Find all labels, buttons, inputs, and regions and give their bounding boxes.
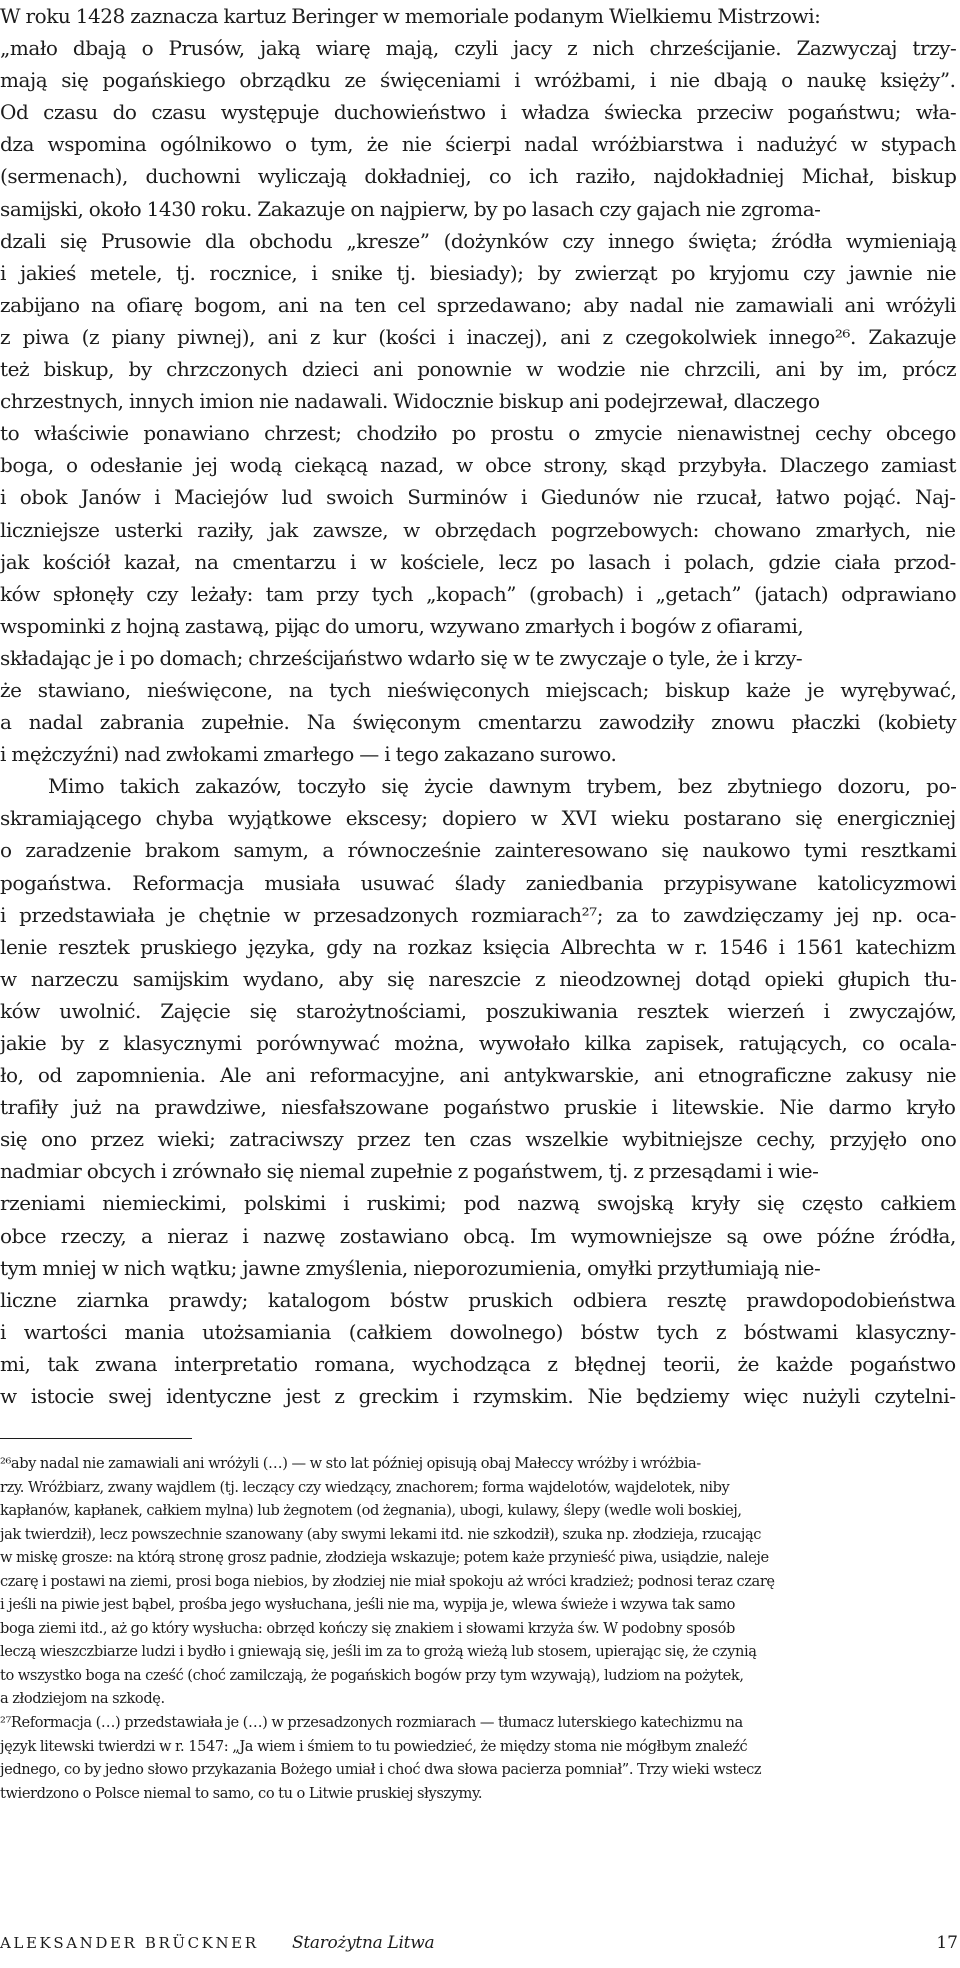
text-line: samĳski, około 1430 roku. Zakazuje on najpierw, by po lasach czy gajach nie zgroma- xyxy=(0,196,821,221)
text-line: się ono przez wieki; zatraciwszy przez ten czas wszelkie wybitniejsze cechy, przyjęło ono xyxy=(0,1127,957,1152)
footnote-line: to wszystko boga na cześć (choć zamilczają, że pogańskich bogów przy tym wzywają), ludziom na pożytek, xyxy=(0,1666,744,1684)
text-line: że stawiano, nieświęcone, na tych nieświęconych miejscach; biskup każe je wyrębywać, xyxy=(0,677,957,702)
text-line: mi, tak zwana interpretatio romana, wychodząca z błędnej teorii, że każde pogaństwo xyxy=(0,1351,956,1376)
text-line: obce rzeczy, a nieraz i nazwę zostawiano obcą. Im wymowniejsze są owe późne źródła, xyxy=(0,1223,956,1248)
text-line: skramiającego chyba wyjątkowe ekscesy; dopiero w XVI wieku postarano się energiczniej xyxy=(0,806,956,831)
text-line: jakie by z klasycznymi porównywać można, wywołało kilka zapisek, ratujących, co ocala- xyxy=(0,1031,957,1055)
text-line: składając je i po domach; chrześcĳaństwo wdarło się w te zwyczaje o tyle, że i krzy- xyxy=(0,645,803,670)
text-line: Mimo takich zakazów, toczyło się życie dawnym trybem, bez zbytniego dozoru, po- xyxy=(48,774,957,799)
text-line: wspominki z hojną zastawą, pĳąc do umoru, wzywano zmarłych i bogów z ofiarami, xyxy=(0,613,804,638)
text-line: zabĳano na ofiarę bogom, ani na ten cel sprzedawano; aby nadal nie zamawiali ani wróżyli xyxy=(0,292,956,317)
running-footer-title: Starożytna Litwa xyxy=(292,1933,435,1953)
text-line: „mało dbają o Prusów, jaką wiarę mają, czyli jacy z nich chrześcĳanie. Zazwyczaj trzy- xyxy=(0,36,957,61)
text-line: w narzeczu samĳskim wydano, aby się nareszcie z nieodzownej dotąd opieki głupich tłu- xyxy=(0,966,957,991)
text-line: i przedstawiała je chętnie w przesadzonych rozmiarach²⁷; za to zawdzięczamy jej np. oca- xyxy=(0,902,957,927)
text-line: dzali się Prusowie dla obchodu „kresze” (dożynków czy innego święta; źródła wymieniają xyxy=(0,228,957,253)
footnotes xyxy=(0,1452,960,1805)
running-footer-author: ALEKSANDER BRÜCKNER xyxy=(0,1934,259,1952)
footnote-line: twierdzono o Polsce niemal to samo, co tu o Litwie pruskiej słyszymy. xyxy=(0,1784,483,1802)
text-line: ło, od zapomnienia. Ale ani reformacyjne, ani antykwarskie, ani etnograficzne zakusy nie xyxy=(0,1063,957,1088)
text-line: W roku 1428 zaznacza kartuz Beringer w memoriale podanym Wielkiemu Mistrzowi: xyxy=(0,4,821,28)
footnote-line: kapłanów, kapłanek, całkiem mylna) lub żegnotem (od żegnania), ubogi, kulawy, ślepy (wedle woli boskiej, xyxy=(0,1502,742,1520)
text-line: a nadal zabrania zupełnie. Na święconym cmentarzu zawodziły znowu płaczki (kobiety xyxy=(0,710,957,735)
footnote-line: w miskę grosze: na którą stronę grosz padnie, złodzieja wskazuje; potem każe przynieść piwa, usiądzie, naleje xyxy=(0,1549,769,1567)
text-line: lenie resztek pruskiego języka, gdy na rozkaz księcia Albrechta w r. 1546 i 1561 katechizm xyxy=(0,934,956,959)
text-line: i obok Janów i Maciejów lud swoich Surminów i Giedunów nie rzucał, łatwo pojąć. Naj- xyxy=(0,485,956,510)
footnote-line: ²⁶aby nadal nie zamawiali ani wróżyli (…) — w sto lat później opisują obaj Małeccy wróżby i wróżbia- xyxy=(0,1455,701,1472)
text-line: pogaństwa. Reformacja musiała usuwać ślady zaniedbania przypisywane katolicyzmowi xyxy=(0,870,957,895)
text-line: ków spłonęły czy leżały: tam przy tych „kopach” (grobach) i „getach” (jatach) odprawiano xyxy=(0,581,957,606)
text-line: (sermenach), duchowni wyliczają dokładniej, co ich raziło, najdokładniej Michał, biskup xyxy=(0,164,957,189)
footnote-line: język litewski twierdzi w r. 1547: „Ja wiem i śmiem to tu powiedzieć, że między stoma nie mógłbym znaleźć xyxy=(0,1737,748,1755)
footnote-line: rzy. Wróżbiarz, zwany wajdlem (tj. leczący czy wiedzący, znachorem; forma wajdelotów, wajdelotek, niby xyxy=(0,1478,730,1496)
footnote-line: czarę i postawi na ziemi, prosi boga niebios, by złodziej nie miał spokoju aż wróci kradzież; podnosi teraz czarę xyxy=(0,1572,775,1590)
text-line: liczniejsze usterki raziły, jak zawsze, w obrzędach pogrzebowych: chowano zmarłych, nie xyxy=(0,517,956,542)
text-line: mają się pogańskiego obrządku ze święceniami i wróżbami, i nie dbają o naukę księży”. xyxy=(0,68,956,93)
text-line: trafiły już na prawdziwe, niesfałszowane pogaństwo pruskie i litewskie. Nie darmo kryło xyxy=(0,1095,956,1120)
footnote-line: jak twierdził), lecz powszechnie szanowany (aby swymi lekami itd. nie szkodził), szuka np. złodzieja, rzucając xyxy=(0,1525,762,1543)
text-line: to właściwie ponawiano chrzest; chodziło po prostu o zmycie nienawistnej cechy obcego xyxy=(0,421,956,446)
text-line: Od czasu do czasu występuje duchowieństwo i władza świecka przeciw pogaństwu; wła- xyxy=(0,100,957,125)
text-line: rzeniami niemieckimi, polskimi i ruskimi; pod nazwą swojską kryły się często całkiem xyxy=(0,1191,957,1216)
text-line: i jakieś metele, tj. rocznice, i snike tj. biesiady); by zwierząt po kryjomu czy jawnie nie xyxy=(0,260,957,285)
text-line: jak kościół kazał, na cmentarzu i w kościele, lecz po lasach i polach, gdzie ciała przod- xyxy=(0,549,956,574)
text-line: też biskup, by chrzczonych dzieci ani ponownie w wodzie nie chrzcili, ani by im, prócz xyxy=(0,357,957,382)
text-line: boga, o odesłanie jej wodą ciekącą nazad, w obce strony, skąd przybyła. Dlaczego zamiast xyxy=(0,453,956,478)
text-line: chrzestnych, innych imion nie nadawali. Widocznie biskup ani podejrzewał, dlaczego xyxy=(0,389,820,414)
text-line: z piwa (z piany piwnej), ani z kur (kości i inaczej), ani z czegokolwiek innego²⁶. Zakazuje xyxy=(0,324,957,349)
footnote-line: boga ziemi itd., aż go który wysłucha: obrzęd kończy się znakiem i słowami krzyża św. W podobny sposób xyxy=(0,1619,735,1637)
page-footer xyxy=(0,1930,960,1956)
page-number: 17 xyxy=(936,1933,958,1953)
text-line: tym mniej w nich wątku; jawne zmyślenia, nieporozumienia, omyłki przytłumiają nie- xyxy=(0,1255,821,1280)
footnote-line: a złodziejom na szkodę. xyxy=(0,1690,165,1708)
footnote-line: jednego, co by jedno słowo przykazania Bożego umiał i choć dwa słowa pacierza pomniał”. Trzy wieki wstecz xyxy=(0,1761,762,1779)
text-line: dza wspomina ogólnikowo o tym, że nie ścierpi nadal wróżbiarstwa i nadużyć w stypach xyxy=(0,132,957,157)
footnote-line: i jeśli na piwie jest bąbel, prośba jego wysłuchana, jeśli nie ma, wypĳa je, wlewa świeże i wzywa tak samo xyxy=(0,1596,736,1614)
text-line: i mężczyźni) nad zwłokami zmarłego — i tego zakazano surowo. xyxy=(0,742,617,767)
text-line: o zaradzenie brakom samym, a równocześnie zainteresowano się naukowo tymi resztkami xyxy=(0,838,957,863)
text-line: w istocie swej identyczne jest z greckim i rzymskim. Nie będziemy więc nużyli czytelni- xyxy=(0,1384,956,1409)
footnote-separator xyxy=(0,1438,192,1439)
footnote-line: ²⁷Reformacja (…) przedstawiała je (…) w przesadzonych rozmiarach — tłumacz luterskiego katechizmu na xyxy=(0,1714,743,1732)
text-line: ków uwolnić. Zajęcie się starożytnościami, poszukiwania resztek wierzeń i zwyczajów, xyxy=(0,998,957,1023)
text-line: i wartości mania utożsamiania (całkiem dowolnego) bóstw tych z bóstwami klasyczny- xyxy=(0,1319,956,1344)
text-line: liczne ziarnka prawdy; katalogom bóstw pruskich odbiera resztę prawdopodobieństwa xyxy=(0,1287,956,1312)
text-line: nadmiar obcych i zrównało się niemal zupełnie z pogaństwem, tj. z przesądami i wie- xyxy=(0,1159,819,1184)
footnote-line: leczą wieszczbiarze ludzi i bydło i gniewają się, jeśli im za to grożą wieżą lub stosem, upierając się, że czynią xyxy=(0,1643,757,1661)
